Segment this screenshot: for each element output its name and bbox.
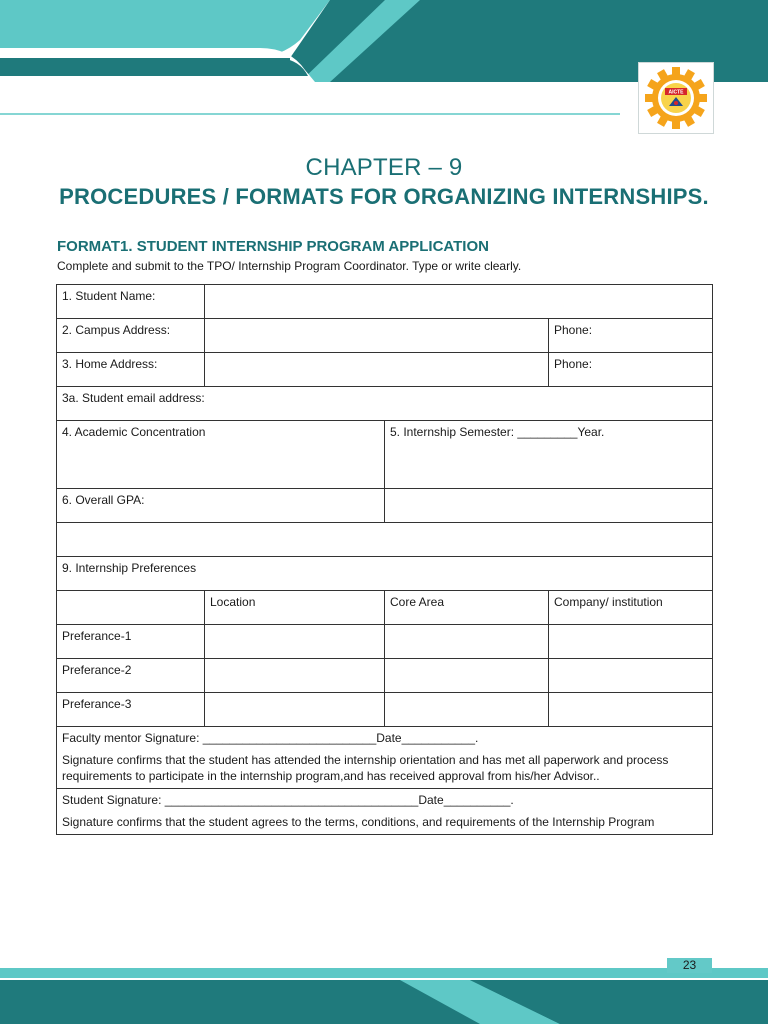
faculty-signature-line[interactable]: Faculty mentor Signature: __________________________Date___________.	[62, 731, 479, 745]
pref-header-blank	[57, 591, 205, 625]
student-signature-line[interactable]: Student Signature: ______________________________________Date__________.	[62, 793, 514, 807]
home-phone-field[interactable]: Phone:	[549, 353, 713, 387]
pref-cell[interactable]	[205, 659, 385, 693]
faculty-signature-block	[57, 727, 713, 789]
student-name-field[interactable]	[205, 285, 713, 319]
pref-row-label: Preferance-1	[57, 625, 205, 659]
student-name-label: 1. Student Name:	[57, 285, 205, 319]
gpa-field[interactable]: 6. Overall GPA:	[57, 489, 385, 523]
blank-row[interactable]	[57, 523, 713, 557]
internship-semester-field[interactable]: 5. Internship Semester: _________Year.	[385, 421, 713, 489]
format-instructions: Complete and submit to the TPO/ Internship Program Coordinator. Type or write clearly.	[57, 259, 522, 273]
internship-preferences-label: 9. Internship Preferences	[57, 557, 713, 591]
gear-logo-icon	[639, 63, 713, 133]
pref-header-core-area: Core Area	[385, 591, 549, 625]
format-title: FORMAT1. STUDENT INTERNSHIP PROGRAM APPLICATION	[57, 238, 489, 255]
footer-banner	[0, 960, 768, 1024]
pref-header-company: Company/ institution	[549, 591, 713, 625]
pref-row-label: Preferance-3	[57, 693, 205, 727]
campus-address-field[interactable]	[205, 319, 549, 353]
pref-cell[interactable]	[385, 693, 549, 727]
faculty-signature-note: Signature confirms that the student has attended the internship orientation and has met all paperwork and process requirements to participate in the internship program,and has received approval from his/her Advisor..	[62, 753, 669, 783]
pref-cell[interactable]	[385, 625, 549, 659]
chapter-heading: CHAPTER – 9	[305, 154, 463, 181]
pref-cell[interactable]	[385, 659, 549, 693]
page-title: PROCEDURES / FORMATS FOR ORGANIZING INTERNSHIPS.	[59, 184, 709, 209]
gpa-blank-cell[interactable]	[385, 489, 713, 523]
application-form	[56, 284, 713, 835]
email-field[interactable]: 3a. Student email address:	[57, 387, 713, 421]
academic-concentration-field[interactable]: 4. Academic Concentration	[57, 421, 385, 489]
student-signature-block	[57, 789, 713, 835]
student-signature-note: Signature confirms that the student agrees to the terms, conditions, and requirements of the Internship Program	[62, 815, 655, 829]
pref-header-location: Location	[205, 591, 385, 625]
home-address-field[interactable]	[205, 353, 549, 387]
pref-cell[interactable]	[549, 625, 713, 659]
svg-text:AICTE: AICTE	[668, 89, 684, 96]
pref-cell[interactable]	[549, 693, 713, 727]
home-address-label: 3. Home Address:	[57, 353, 205, 387]
page-number: 23	[667, 958, 712, 973]
pref-cell[interactable]	[205, 625, 385, 659]
campus-phone-field[interactable]: Phone:	[549, 319, 713, 353]
pref-cell[interactable]	[549, 659, 713, 693]
pref-cell[interactable]	[205, 693, 385, 727]
aicte-logo	[638, 62, 714, 134]
campus-address-label: 2. Campus Address:	[57, 319, 205, 353]
pref-row-label: Preferance-2	[57, 659, 205, 693]
